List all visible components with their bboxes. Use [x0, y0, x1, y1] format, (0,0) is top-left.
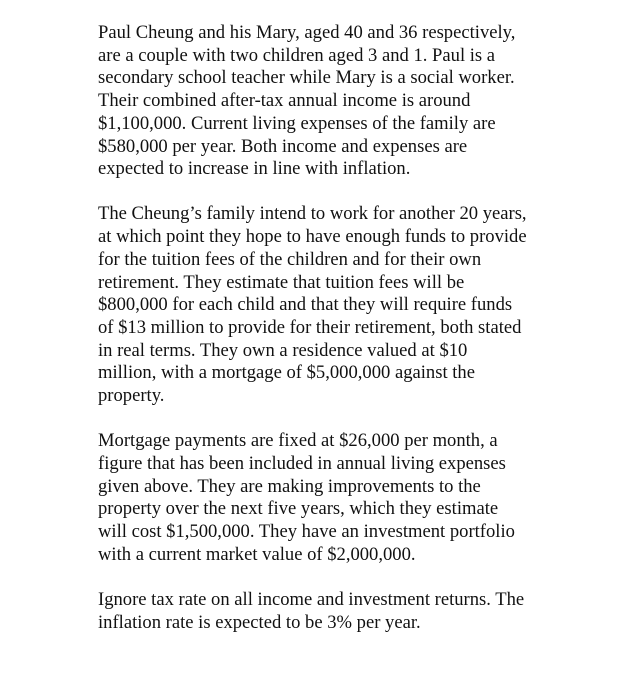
paragraph-assumptions: Ignore tax rate on all income and investment returns. The inflation rate is expected to be 3% per year.	[98, 588, 525, 633]
paragraph-goals: The Cheung’s family intend to work for another 20 years, at which point they hope to have enough funds to provide for the tuition fees of the children and for their own retirement. They estimate that tuition fees will be $800,000 for each child and that they will require funds of $13 million to provide for their retirement, both stated in real terms. They own a residence valued at $10 million, with a mortgage of $5,000,000 against the property.	[98, 203, 527, 407]
paragraph-mortgage-investments: Mortgage payments are fixed at $26,000 per month, a figure that has been included in annual living expenses given above. They are making improvements to the property over the next five years, which they estimate will cost $1,500,000. They have an investment portfolio with a current market value of $2,000,000.	[98, 430, 515, 565]
paragraph-family-background: Paul Cheung and his Mary, aged 40 and 36 respectively, are a couple with two children aged 3 and 1. Paul is a secondary school teacher while Mary is a social worker. Their combined after-tax annual income is around $1,100,000. Current living expenses of the family are $580,000 per year. Both income and expenses are expected to increase in line with inflation.	[98, 22, 516, 180]
case-study-text	[98, 22, 568, 634]
